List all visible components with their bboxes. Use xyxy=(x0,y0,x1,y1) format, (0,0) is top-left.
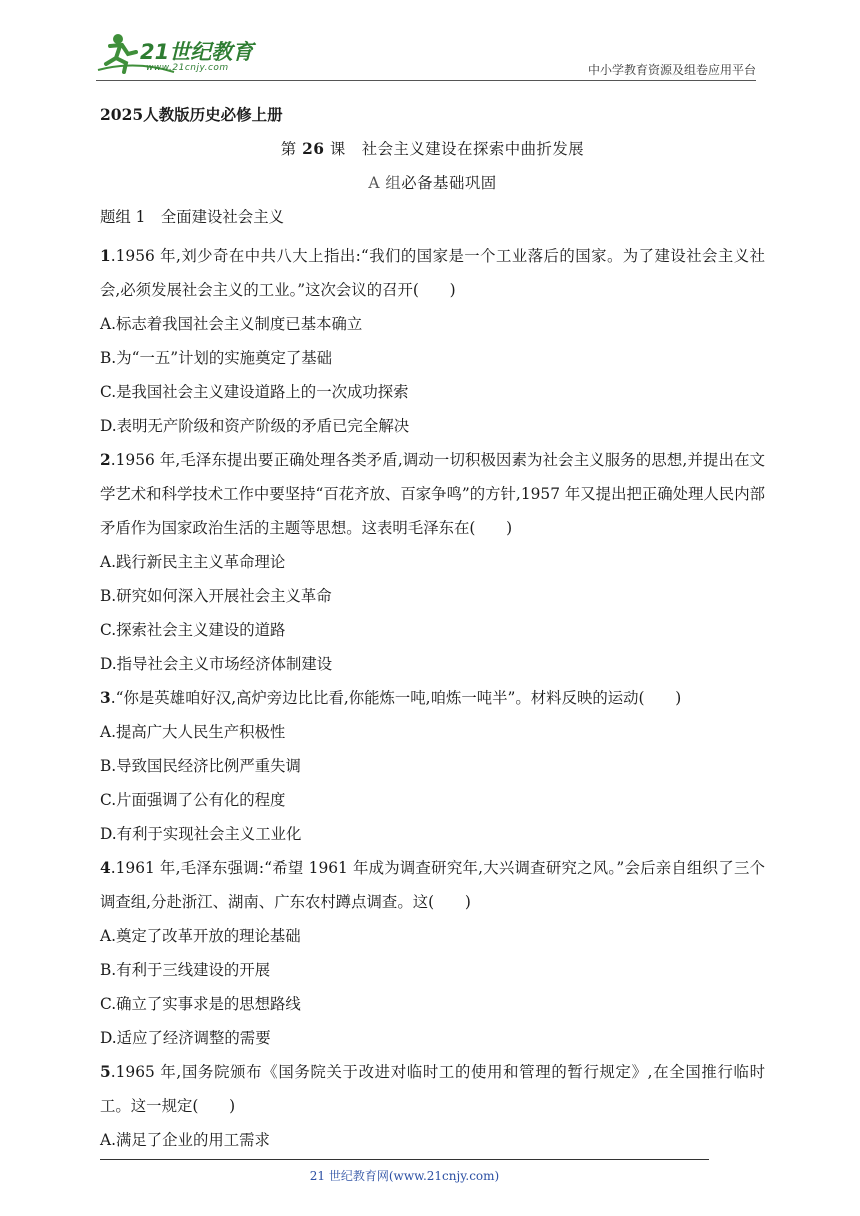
question-number: 5 xyxy=(100,1063,111,1081)
question-number: 2 xyxy=(100,451,111,469)
question-stem xyxy=(100,681,765,715)
question-number: 1 xyxy=(100,247,111,265)
option[interactable]: C.片面强调了公有化的程度 xyxy=(100,791,286,809)
lesson-suffix: 课 xyxy=(329,140,346,158)
book-title: 2025人教版历史必修上册 xyxy=(100,105,283,124)
option[interactable]: B.为“一五”计划的实施奠定了基础 xyxy=(100,349,333,367)
option[interactable]: C.确立了实事求是的思想路线 xyxy=(100,995,301,1013)
question-number: 4 xyxy=(100,859,111,877)
question xyxy=(100,239,765,443)
option[interactable]: A.奠定了改革开放的理论基础 xyxy=(100,927,301,945)
question xyxy=(100,1055,765,1157)
option[interactable]: A.满足了企业的用工需求 xyxy=(100,1131,270,1149)
document-body xyxy=(100,103,765,1157)
option[interactable]: A.践行新民主主义革命理论 xyxy=(100,553,286,571)
option[interactable]: B.有利于三线建设的开展 xyxy=(100,961,271,979)
lesson-name: 社会主义建设在探索中曲折发展 xyxy=(361,140,585,158)
lesson-number: 26 xyxy=(302,140,325,158)
option[interactable]: C.探索社会主义建设的道路 xyxy=(100,621,286,639)
logo-text: 21世纪教育 xyxy=(140,40,254,64)
topic-heading: 题组 1 全面建设社会主义 xyxy=(100,208,284,226)
question-stem xyxy=(100,443,765,545)
question-text: .1956 年,毛泽东提出要正确处理各类矛盾,调动一切积极因素为社会主义服务的思想,并提出在文学艺术和科学技术工作中要坚持“百花齐放、百家争鸣”的方针,1957 年又提出把正确处理人民内部矛盾作为国家政治生活的主题等思想。这表明毛泽东在( ) xyxy=(100,451,765,537)
question-text: .“你是英雄咱好汉,高炉旁边比比看,你能炼一吨,咱炼一吨半”。材料反映的运动( ) xyxy=(110,689,682,707)
question-number: 3 xyxy=(100,689,111,707)
group-letter: A 组 xyxy=(368,174,402,192)
page-header xyxy=(96,30,756,82)
lesson-prefix: 第 xyxy=(280,140,297,158)
question xyxy=(100,681,765,851)
option[interactable]: A.提高广大人民生产积极性 xyxy=(100,723,286,741)
question-text: .1965 年,国务院颁布《国务院关于改进对临时工的使用和管理的暂行规定》,在全国推行临时工。这一规定( ) xyxy=(100,1063,765,1115)
question-stem xyxy=(100,1055,765,1123)
question xyxy=(100,851,765,1055)
question-text: .1961 年,毛泽东强调:“希望 1961 年成为调查研究年,大兴调查研究之风。”会后亲自组织了三个调查组,分赴浙江、湖南、广东农村蹲点调查。这( ) xyxy=(100,859,765,911)
lesson-title xyxy=(100,137,765,171)
question-stem xyxy=(100,239,765,307)
footer-divider xyxy=(100,1159,709,1160)
option[interactable]: A.标志着我国社会主义制度已基本确立 xyxy=(100,315,363,333)
group-name: 必备基础巩固 xyxy=(401,174,497,192)
option[interactable]: D.指导社会主义市场经济体制建设 xyxy=(100,655,333,673)
platform-label: 中小学教育资源及组卷应用平台 xyxy=(587,63,756,77)
site-logo[interactable] xyxy=(96,30,256,78)
option[interactable]: C.是我国社会主义建设道路上的一次成功探索 xyxy=(100,383,409,401)
question-text: .1956 年,刘少奇在中共八大上指出:“我们的国家是一个工业落后的国家。为了建设社会主义社会,必须发展社会主义的工业。”这次会议的召开( ) xyxy=(100,247,765,299)
footer-link[interactable]: 21 世纪教育网(www.21cnjy.com) xyxy=(309,1169,500,1183)
group-title xyxy=(100,171,765,205)
logo-url: www.21cnjy.com xyxy=(146,63,229,73)
option[interactable]: B.研究如何深入开展社会主义革命 xyxy=(100,587,332,605)
option[interactable]: D.适应了经济调整的需要 xyxy=(100,1029,271,1047)
option[interactable]: D.表明无产阶级和资产阶级的矛盾已完全解决 xyxy=(100,417,410,435)
option[interactable]: B.导致国民经济比例严重失调 xyxy=(100,757,301,775)
question-stem xyxy=(100,851,765,919)
option[interactable]: D.有利于实现社会主义工业化 xyxy=(100,825,302,843)
question xyxy=(100,443,765,681)
header-divider xyxy=(96,80,756,81)
